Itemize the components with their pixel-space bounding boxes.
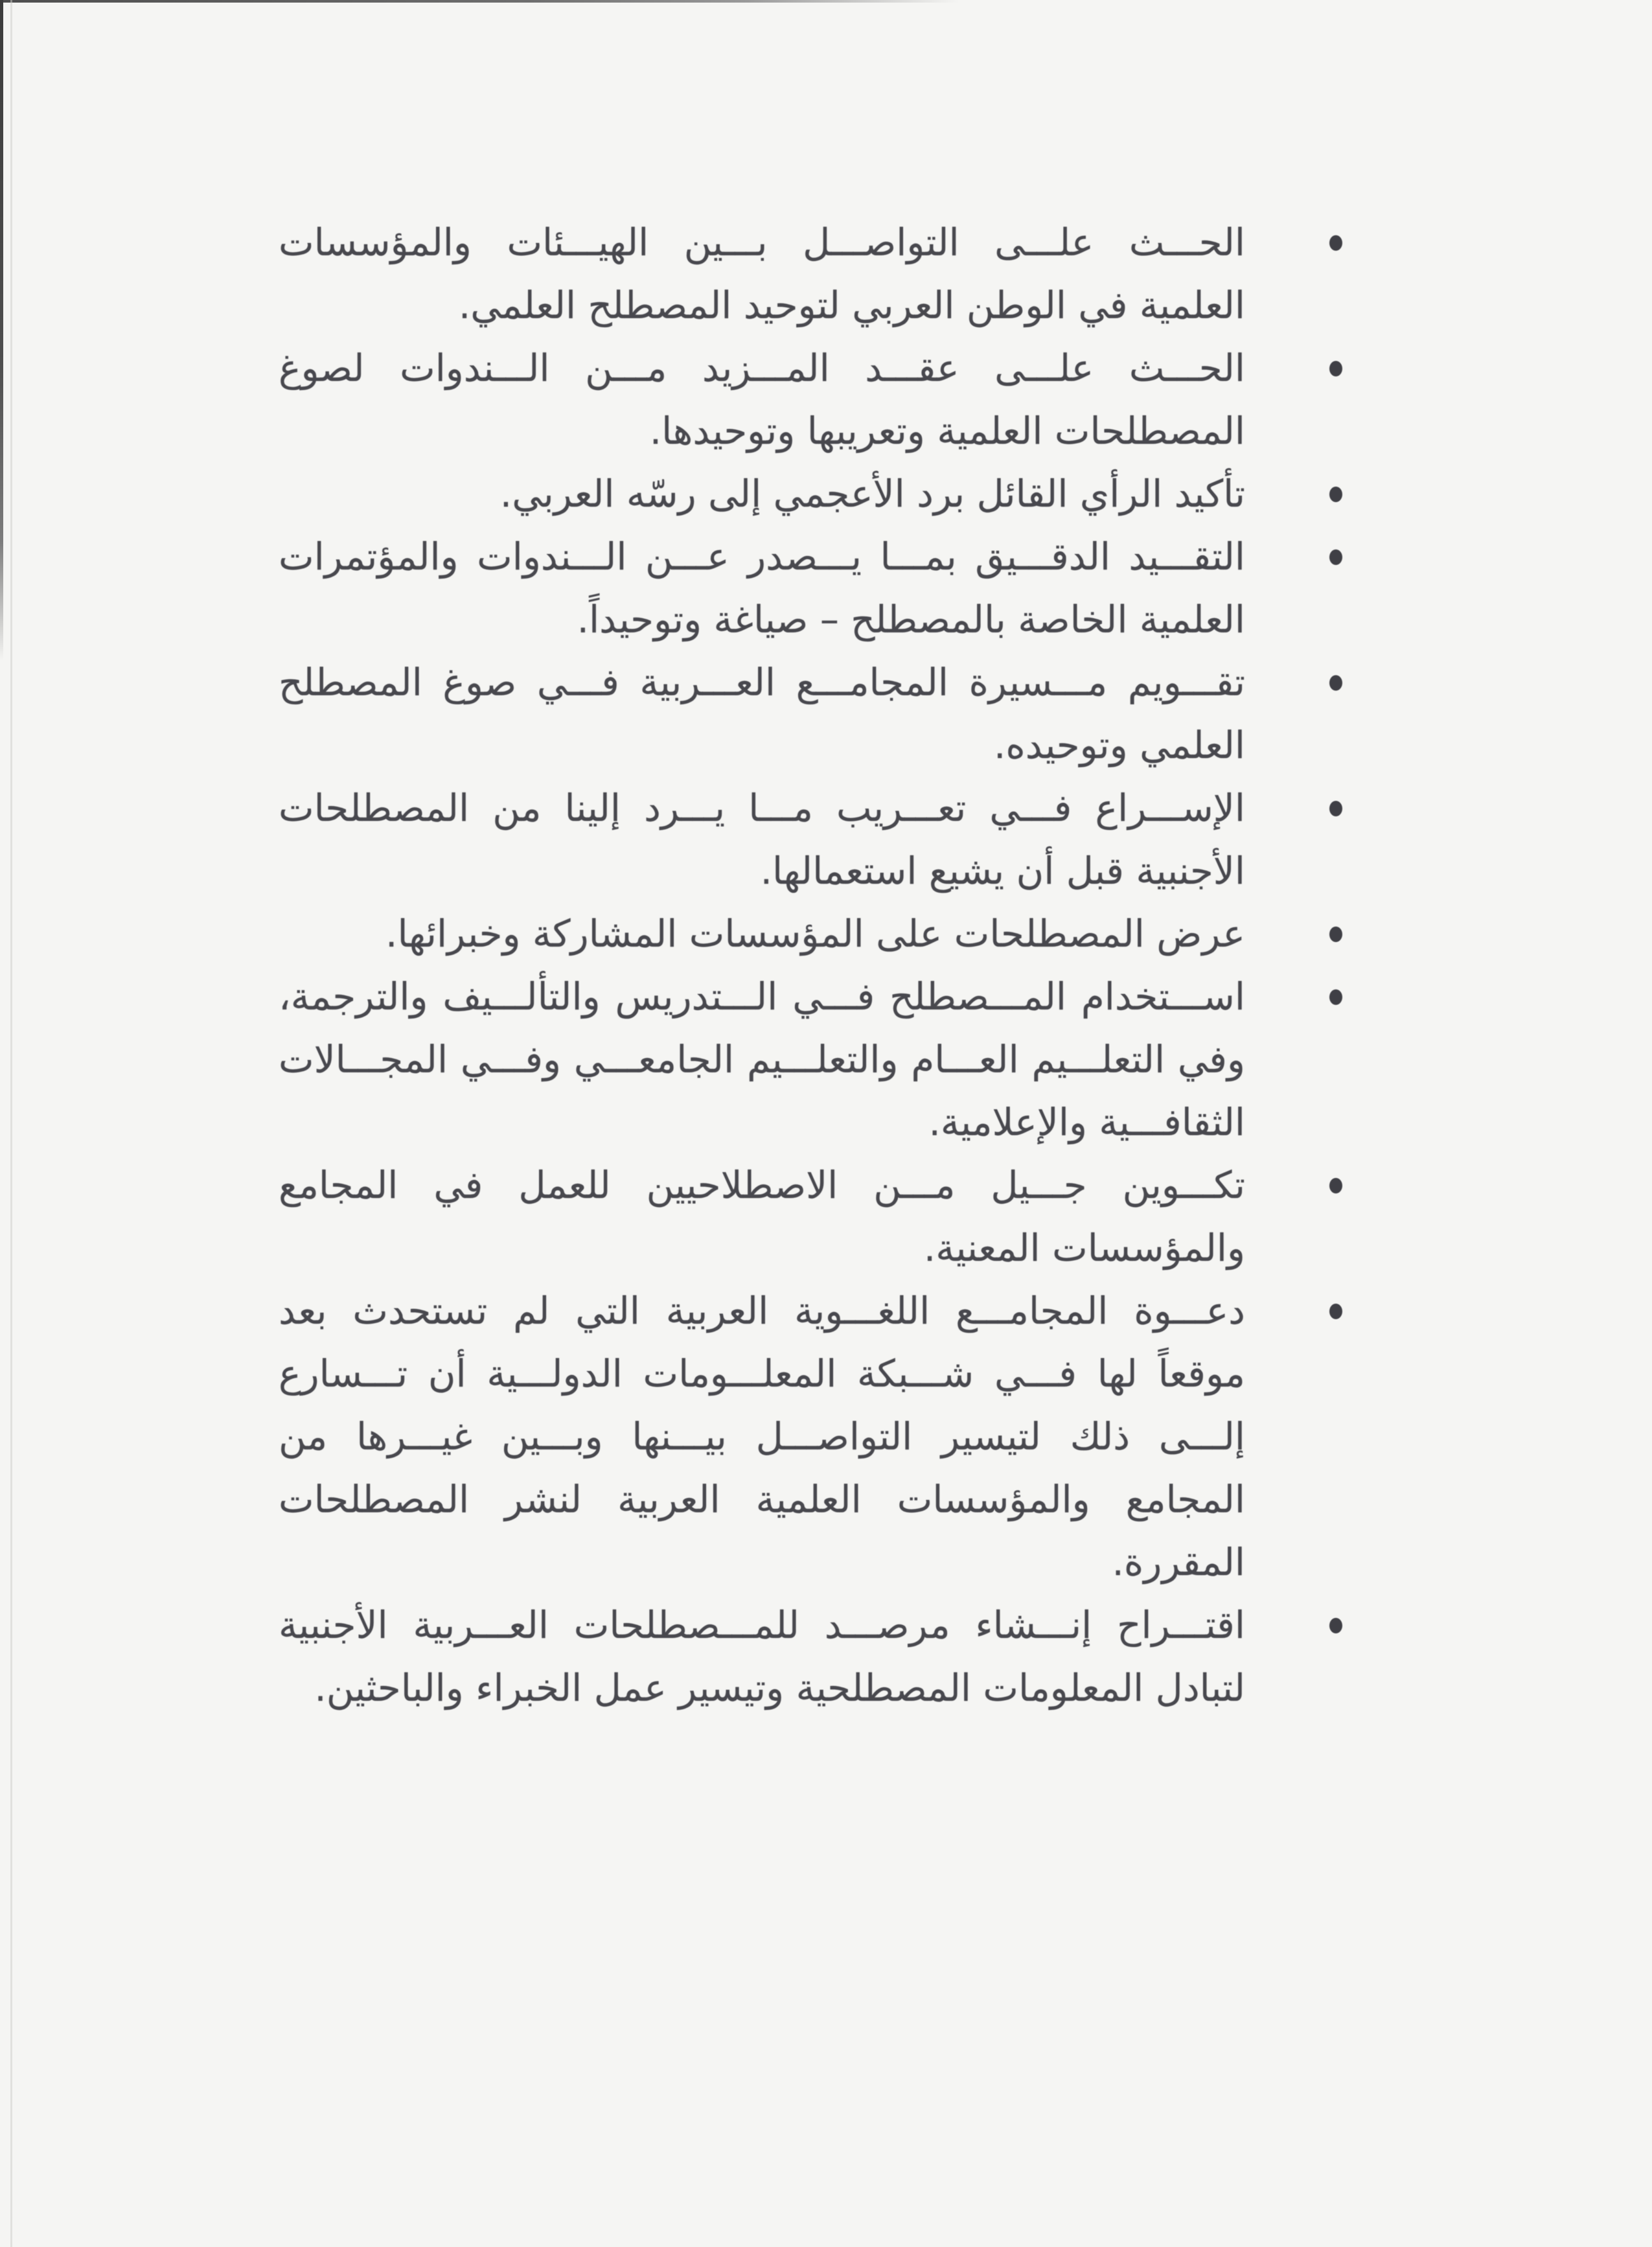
bullet-icon bbox=[1329, 361, 1342, 376]
list-item-text: التقـــيد الدقـــيق بمـــا يـــصدر عـــن الـــندوات والمؤتمرات العلمية الخاصة بالمصطلح – صياغة وتوحيداً. bbox=[279, 535, 1245, 641]
list-item bbox=[279, 1280, 1245, 1594]
bullet-list bbox=[279, 211, 1245, 1720]
list-item bbox=[279, 525, 1245, 651]
list-item-text: الإســـراع فـــي تعـــريب مـــا يـــرد إلينا من المصطلحات الأجنبية قبل أن يشيع استعمالها. bbox=[279, 786, 1245, 893]
list-item-text: الحـــث علـــى عقـــد المـــزيد مـــن الـــندوات لصوغ المصطلحات العلمية وتعريبها وتوحيدها. bbox=[279, 346, 1245, 453]
list-item bbox=[279, 211, 1245, 337]
list-item-text: تقـــويم مـــسيرة المجامـــع العـــربية فـــي صوغ المصطلح العلمي وتوحيده. bbox=[279, 660, 1245, 767]
list-item-text: دعـــوة المجامـــع اللغـــوية العربية التي لم تستحدث بعد موقعاً لها فـــي شـــبكة المعلـــومات الدولـــية أن تـــسارع إلـــى ذلك لتيسير التواصـــل بيـــنها وبـــين غيـــرها من المجامع والمؤسسات العلمية العربية لنشر المصطلحات المقررة. bbox=[279, 1289, 1245, 1584]
list-item-text: عرض المصطلحات على المؤسسات المشاركة وخبرائها. bbox=[385, 912, 1245, 956]
list-item-text: الحـــث علـــى التواصـــل بـــين الهيـــئات والمؤسسات العلمية في الوطن العربي لتوحيد المصطلح العلمي. bbox=[279, 220, 1245, 327]
bullet-icon bbox=[1329, 549, 1342, 565]
scan-edge-top-line bbox=[0, 0, 959, 3]
scan-edge-left-line bbox=[0, 0, 3, 661]
list-item-text: تكـــوين جـــيل مـــن الاصطلاحيين للعمل في المجامع والمؤسسات المعنية. bbox=[279, 1163, 1245, 1270]
bullet-icon bbox=[1329, 927, 1342, 942]
list-item bbox=[279, 903, 1245, 965]
bullet-icon bbox=[1329, 1304, 1342, 1319]
bullet-icon bbox=[1329, 1618, 1342, 1633]
list-item bbox=[279, 337, 1245, 463]
scan-streak-left bbox=[10, 0, 12, 2247]
bullet-icon bbox=[1329, 1178, 1342, 1193]
list-item bbox=[279, 1594, 1245, 1720]
list-item-text: اســـتخدام المـــصطلح فـــي الـــتدريس والتألـــيف والترجمة، وفي التعلـــيم العـــام والتعلـــيم الجامعـــي وفـــي المجـــالات الثقافـــية والإعلامية. bbox=[279, 974, 1245, 1144]
list-item bbox=[279, 777, 1245, 903]
bullet-icon bbox=[1329, 235, 1342, 251]
list-item bbox=[279, 965, 1245, 1154]
list-item bbox=[279, 1154, 1245, 1280]
list-item bbox=[279, 651, 1245, 777]
bullet-icon bbox=[1329, 989, 1342, 1005]
list-item bbox=[279, 463, 1245, 525]
list-item-text: اقتـــراح إنـــشاء مرصـــد للمـــصطلحات العـــربية الأجنبية لتبادل المعلومات المصطلحية وتيسير عمل الخبراء والباحثين. bbox=[279, 1603, 1245, 1710]
bullet-icon bbox=[1329, 801, 1342, 816]
bullet-icon bbox=[1329, 487, 1342, 502]
bullet-icon bbox=[1329, 675, 1342, 691]
list-item-text: تأكيد الرأي القائل برد الأعجمي إلى رسّه العربي. bbox=[499, 472, 1245, 516]
